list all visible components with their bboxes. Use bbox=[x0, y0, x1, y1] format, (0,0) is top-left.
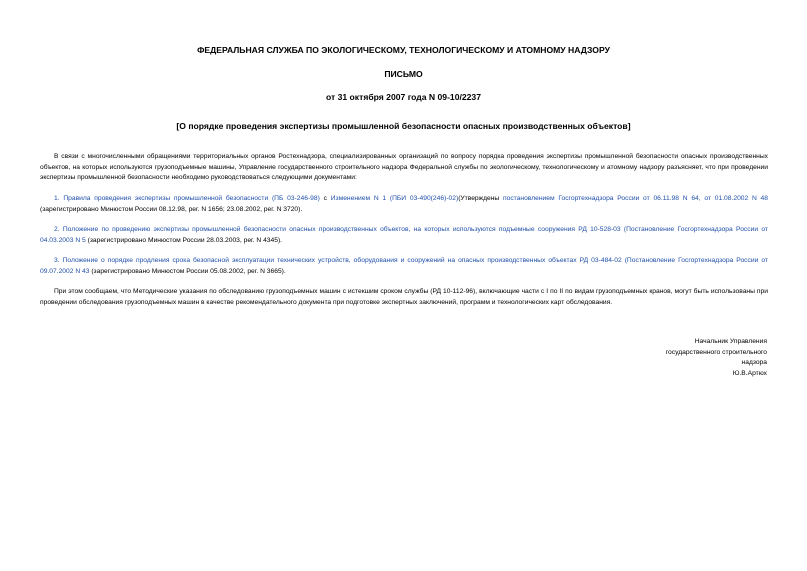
document-type: ПИСЬМО bbox=[384, 69, 423, 79]
item2-registration: (зарегистрировано Минюстом России 28.03.2003, рег. N 4345). bbox=[85, 236, 283, 244]
signature-line-1: Начальник Управления bbox=[694, 338, 767, 345]
list-item-3 bbox=[40, 256, 768, 277]
document-subject: [О порядке проведения экспертизы промышленной безопасности опасных производственных объектов] bbox=[176, 121, 631, 131]
item3-number: 3. bbox=[54, 257, 63, 264]
item1-number: 1. bbox=[54, 195, 64, 202]
agency-title: ФЕДЕРАЛЬНАЯ СЛУЖБА ПО ЭКОЛОГИЧЕСКОМУ, ТЕХНОЛОГИЧЕСКОМУ И АТОМНОМУ НАДЗОРУ bbox=[197, 45, 610, 55]
item1-text-approved: (Утверждены bbox=[458, 195, 503, 202]
item1-text-with: с bbox=[319, 195, 331, 202]
intro-paragraph: В связи с многочисленными обращениями территориальных органов Ростехнадзора, специализированных организаций по вопросу порядка проведения экспертизы промышленной безопасности опасных производственных объектов, на которых используются грузоподъемные машины, Управление государственного строительного надзора Федеральной службы по экологическому, технологическому и атомному надзору разъясняет, что при проведении экспертизы промышленной безопасности необходимо руководствоваться следующими документами: bbox=[40, 153, 768, 181]
item1-registration: (зарегистрировано Минюстом России 08.12.98, рег. N 1656; 23.08.2002, рег. N 3720). bbox=[40, 205, 303, 213]
item3-registration: (зарегистрировано Минюстом России 05.08.2002, рег. N 3665). bbox=[89, 267, 286, 275]
final-paragraph: При этом сообщаем, что Методические указания по обследованию грузоподъемных машин с истекшим сроком службы (РД 10-112-96), включающие части с I по II по видам грузоподъемных кранов, могут быть использованы при проведении обследования грузоподъемных машин в качестве рекомендательного документа при подготовке экспертных заключений, программ и технологических карт обследования. bbox=[40, 288, 768, 306]
link-rd-03-484-02[interactable]: Положение о порядке продления срока безопасной эксплуатации технических устройств, оборудования и сооружений на опасных производственных объектах РД 03-484-02 (Постановление Госгортехнадзора России от 09.07.2002 N 43 bbox=[40, 257, 768, 275]
list-item-2 bbox=[40, 225, 768, 246]
link-decree-64-48[interactable]: постановлением Госгортехнадзора России от 06.11.98 N 64, от 01.08.2002 N 48 bbox=[503, 195, 769, 202]
signatory-name: Ю.В.Артюх bbox=[732, 369, 767, 377]
link-rd-10-528-03[interactable]: Положение по проведению экспертизы промышленной безопасности опасных производственных объектов, на которых используются подъемные сооружения РД 10-528-03 (Постановление Госгортехнадзора России от 04.03.2003 N 5 bbox=[40, 226, 768, 244]
signature-block bbox=[567, 337, 767, 379]
link-rules-pb-03-246-98[interactable]: Правила проведения экспертизы промышленной безопасности (ПБ 03-246-98) bbox=[63, 195, 320, 202]
link-change-1[interactable]: Изменением N 1 (ПБИ 03-490(246)-02) bbox=[330, 195, 459, 202]
document-date-number: от 31 октября 2007 года N 09-10/2237 bbox=[325, 92, 481, 102]
item2-number: 2. bbox=[54, 226, 63, 233]
list-item-1 bbox=[40, 194, 768, 215]
signature-line-3: надзора bbox=[741, 359, 767, 366]
signature-line-2: государственного строительного bbox=[665, 348, 767, 356]
